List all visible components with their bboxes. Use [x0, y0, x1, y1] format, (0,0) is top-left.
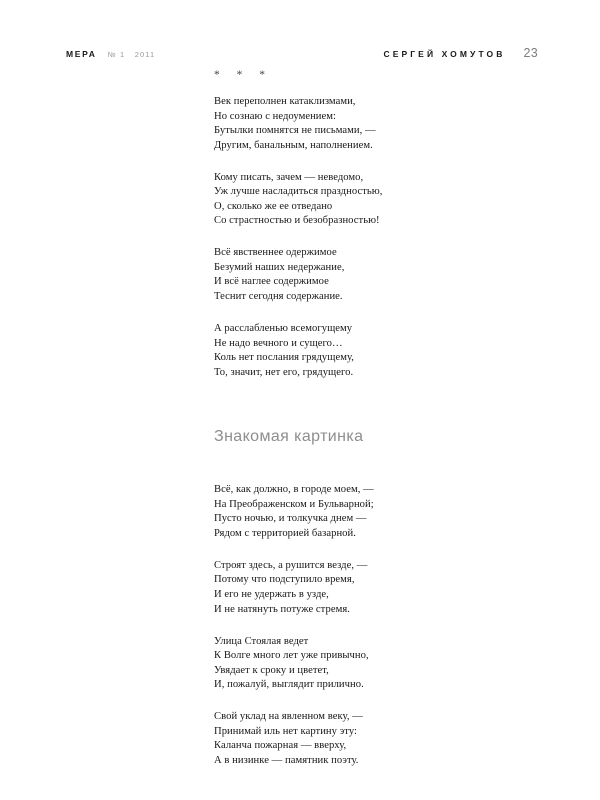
- stanza-gap: [214, 229, 544, 247]
- page-number: 23: [523, 46, 538, 60]
- running-head-left: [66, 49, 155, 59]
- poem-line: Пусто ночью, и толкучка днем —: [214, 513, 367, 525]
- journal-title: МЕРА: [66, 49, 97, 59]
- poem-2-stanza-4: [214, 710, 544, 768]
- poem-1-stanza-3: [214, 246, 544, 304]
- poem-1-asterisk-separator: * * *: [214, 69, 272, 81]
- poem-1: [214, 68, 544, 380]
- poem-line: Не надо вечного и сущего…: [214, 337, 343, 349]
- poem-line: Коль нет послания грядущему,: [214, 352, 354, 364]
- poem-line: Со страстностью и безобразностью!: [214, 215, 380, 227]
- poem-line: Всё, как должно, в городе моем, —: [214, 484, 374, 496]
- poem-line: Век переполнен катаклизмами,: [214, 96, 356, 107]
- poem-line: На Преображенском и Бульварной;: [214, 498, 374, 510]
- poem-line: О, сколько же ее отведано: [214, 200, 333, 212]
- poem-2-stanza-2: [214, 559, 544, 617]
- stanza-gap: [214, 305, 544, 323]
- poem-line: Принимай иль нет картину эту:: [214, 725, 358, 737]
- poem-2: [214, 427, 544, 768]
- poem-1-stanza-2: [214, 171, 544, 229]
- author-name: СЕРГЕЙ ХОМУТОВ: [383, 49, 506, 59]
- poem-line: А расслабленью всемогущему: [214, 323, 353, 335]
- poem-line: Теснит сегодня содержание.: [214, 291, 343, 303]
- poem-line: И всё наглее содержимое: [214, 276, 329, 288]
- poem-line: Безумий наших недержание,: [214, 261, 345, 273]
- poem-gap: [214, 380, 544, 427]
- poem-line: Потому что подступило время,: [214, 574, 355, 586]
- poem-line: Бутылки помнятся не письмами, —: [214, 125, 376, 137]
- poem-line: И не натянуть потуже стремя.: [214, 603, 350, 615]
- poem-line: Улица Стоялая ведет: [214, 635, 309, 647]
- stanza-gap: [214, 693, 544, 711]
- poem-line: Но сознаю с недоумением:: [214, 110, 337, 122]
- poem-line: А в низинке — памятник поэту.: [214, 754, 359, 766]
- running-head-right: [383, 46, 538, 60]
- poem-1-stanza-4: [214, 322, 544, 380]
- stanza-gap: [214, 541, 544, 559]
- poem-line: Строят здесь, а рушится везде, —: [214, 559, 368, 571]
- poem-1-stanza-1: [214, 95, 544, 153]
- stanza-gap: [214, 153, 544, 171]
- poem-2-title: Знакомая картинка: [214, 428, 364, 446]
- poem-line: И, пожалуй, выглядит прилично.: [214, 679, 364, 691]
- poem-line: И его не удержать в узде,: [214, 589, 329, 601]
- running-head: [66, 46, 538, 62]
- poem-2-stanza-3: [214, 635, 544, 693]
- title-gap: [214, 447, 544, 483]
- poem-2-stanza-1: [214, 483, 544, 541]
- poem-line: Другим, банальным, наполнением.: [214, 139, 373, 151]
- poem-line: То, значит, нет его, грядущего.: [214, 366, 354, 378]
- poem-line: Кому писать, зачем — неведомо,: [214, 171, 364, 183]
- poem-line: Рядом с территорией базарной.: [214, 527, 356, 539]
- poem-line: Уж лучше насладиться праздностью,: [214, 186, 383, 198]
- stanza-gap: [214, 617, 544, 635]
- poem-line: Всё явственнее одержимое: [214, 247, 337, 259]
- poem-line: Свой уклад на явленном веку, —: [214, 711, 363, 723]
- poem-line: Каланча пожарная — вверху,: [214, 740, 347, 752]
- poem-column: [214, 68, 544, 769]
- poem-line: К Волге много лет уже привычно,: [214, 650, 369, 662]
- poem-line: Увядает к сроку и цветет,: [214, 664, 329, 676]
- issue-info: № 1 2011: [107, 50, 156, 59]
